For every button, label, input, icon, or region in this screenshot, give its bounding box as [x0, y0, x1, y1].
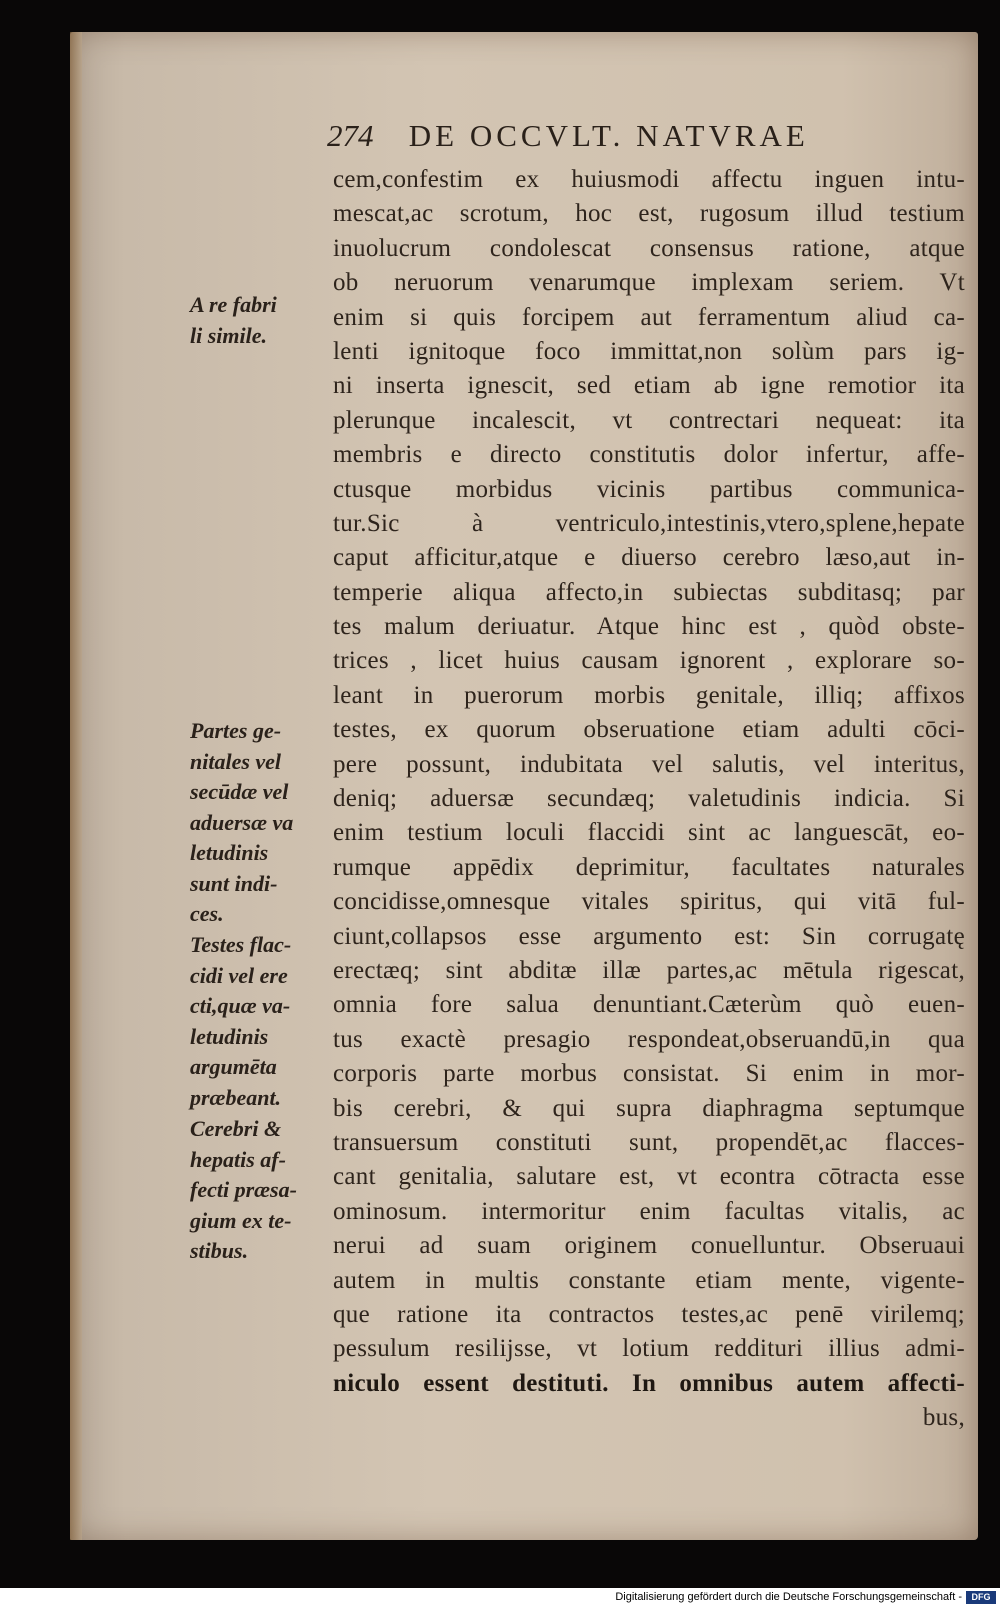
- text-line: plerunque incalescit, vt contrectari nequeat: ita: [333, 406, 965, 434]
- catchword: bus,: [922, 1404, 965, 1432]
- marginal-line: aduersæ va: [190, 809, 294, 835]
- marginal-line: Partes ge-: [190, 718, 282, 743]
- marginal-line: li simile.: [190, 322, 267, 348]
- text-line: transuersum constituti sunt, propendēt,ac flacces-: [333, 1128, 965, 1156]
- text-line: bis cerebri, & qui supra diaphragma septumque: [333, 1094, 965, 1122]
- marginal-line: Testes flac-: [190, 932, 292, 957]
- text-line: deniq; aduersæ secundæq; valetudinis indicia. Si: [333, 785, 965, 813]
- marginal-line: gium ex te-: [190, 1207, 292, 1233]
- marginal-line: hepatis af-: [190, 1146, 286, 1172]
- main-text-block: [333, 163, 965, 1435]
- text-line: temperie aliqua affecto,in subiectas subditasq; par: [333, 578, 965, 606]
- text-line: trices , licet huius causam ignorent , explorare so-: [333, 647, 965, 675]
- marginal-line: fecti præsa-: [190, 1177, 297, 1202]
- text-line: erectæq; sint abditæ illæ partes,ac mētula rigescat,: [333, 956, 965, 984]
- marginal-line: cidi vel ere: [190, 962, 288, 988]
- digitization-credit: Digitalisierung gefördert durch die Deutsche Forschungsgemeinschaft -: [615, 1591, 962, 1603]
- text-line: caput afficitur,atque e diuerso cerebro læso,aut in-: [333, 544, 965, 572]
- marginal-line: letudinis: [190, 840, 269, 865]
- page-number: 274: [327, 118, 374, 153]
- marginal-note-simile: [190, 290, 277, 351]
- marginal-line: ces.: [190, 901, 224, 926]
- page-gutter-shadow: [70, 32, 82, 1540]
- text-line: cem,confestim ex huiusmodi affectu inguen intu-: [333, 166, 965, 193]
- text-line: omnia fore salua denuntiant.Cæterùm quò euen-: [333, 991, 965, 1019]
- text-line: ciunt,collapsos esse argumento est: Sin corrugatę: [333, 922, 965, 950]
- marginal-line: nitales vel: [190, 748, 282, 774]
- text-line: tur.Sic à ventriculo,intestinis,vtero,splene,hepate: [333, 509, 965, 537]
- marginal-line: letudinis: [190, 1023, 269, 1049]
- text-line: inuolucrum condolescat consensus ratione, atque: [333, 234, 965, 262]
- text-line: enim si quis forcipem aut ferramentum aliud ca-: [333, 303, 965, 331]
- marginal-line: stibus.: [190, 1238, 249, 1263]
- marginal-line: A re fabri: [190, 292, 277, 317]
- marginal-line: secūdæ vel: [190, 779, 289, 804]
- text-line: testes, ex quorum obseruatione etiam adulti cōci-: [333, 716, 965, 744]
- text-line: ominosum. intermoritur enim facultas vitalis, ac: [333, 1197, 965, 1225]
- text-line: niculo essent destituti. In omnibus autem affecti-: [333, 1369, 965, 1397]
- marginal-line: Cerebri &: [190, 1116, 282, 1141]
- running-title: DE OCCVLT. NATVRAE: [408, 118, 809, 153]
- marginal-note-testes: [190, 930, 291, 1113]
- text-line: autem in multis constante etiam mente, vigente-: [333, 1266, 965, 1294]
- text-line: nerui ad suam originem conuelluntur. Obseruaui: [333, 1232, 965, 1260]
- marginal-note-cerebri: [190, 1114, 297, 1267]
- text-line: corporis parte morbus consistat. Si enim in mor-: [333, 1060, 965, 1088]
- text-line: tus exactè presagio respondeat,obseruandū,in qua: [333, 1025, 965, 1053]
- running-head: [327, 118, 927, 164]
- text-line: pere possunt, indubitata vel salutis, vel interitus,: [333, 750, 965, 778]
- text-line: que ratione ita contractos testes,ac penē virilemq;: [333, 1300, 965, 1328]
- text-line: rumque appēdix deprimitur, facultates naturales: [333, 853, 965, 881]
- text-line: lenti ignitoque foco immittat,non solùm pars ig-: [333, 337, 965, 365]
- text-line: tes malum deriuatur. Atque hinc est , quòd obste-: [333, 613, 965, 641]
- text-line: ctusque morbidus vicinis partibus communica-: [333, 475, 965, 503]
- text-line: concidisse,omnesque vitales spiritus, qui vitā ful-: [333, 888, 965, 916]
- text-line: enim testium loculi flaccidi sint ac languescāt, eo-: [333, 819, 965, 847]
- dfg-logo: DFG: [966, 1591, 996, 1604]
- text-line: ob neruorum venarumque implexam seriem. Vt: [333, 269, 965, 297]
- marginal-line: præbeant.: [190, 1084, 282, 1110]
- text-line: cant genitalia, salutare est, vt econtra cōtracta esse: [333, 1163, 965, 1191]
- text-line: membris e directo constitutis dolor infertur, affe-: [333, 441, 965, 469]
- marginal-line: argumēta: [190, 1054, 277, 1079]
- marginal-line: sunt indi-: [190, 870, 278, 896]
- text-line: ni inserta ignescit, sed etiam ab igne remotior ita: [333, 372, 965, 400]
- marginal-note-genitales: [190, 716, 293, 930]
- text-line: mescat,ac scrotum, hoc est, rugosum illud testium: [333, 200, 965, 228]
- text-line: pessulum resilijsse, vt lotium reddituri illius admi-: [333, 1335, 965, 1363]
- text-line: leant in puerorum morbis genitale, illiq; affixos: [333, 681, 965, 709]
- marginal-line: cti,quæ va-: [190, 993, 291, 1018]
